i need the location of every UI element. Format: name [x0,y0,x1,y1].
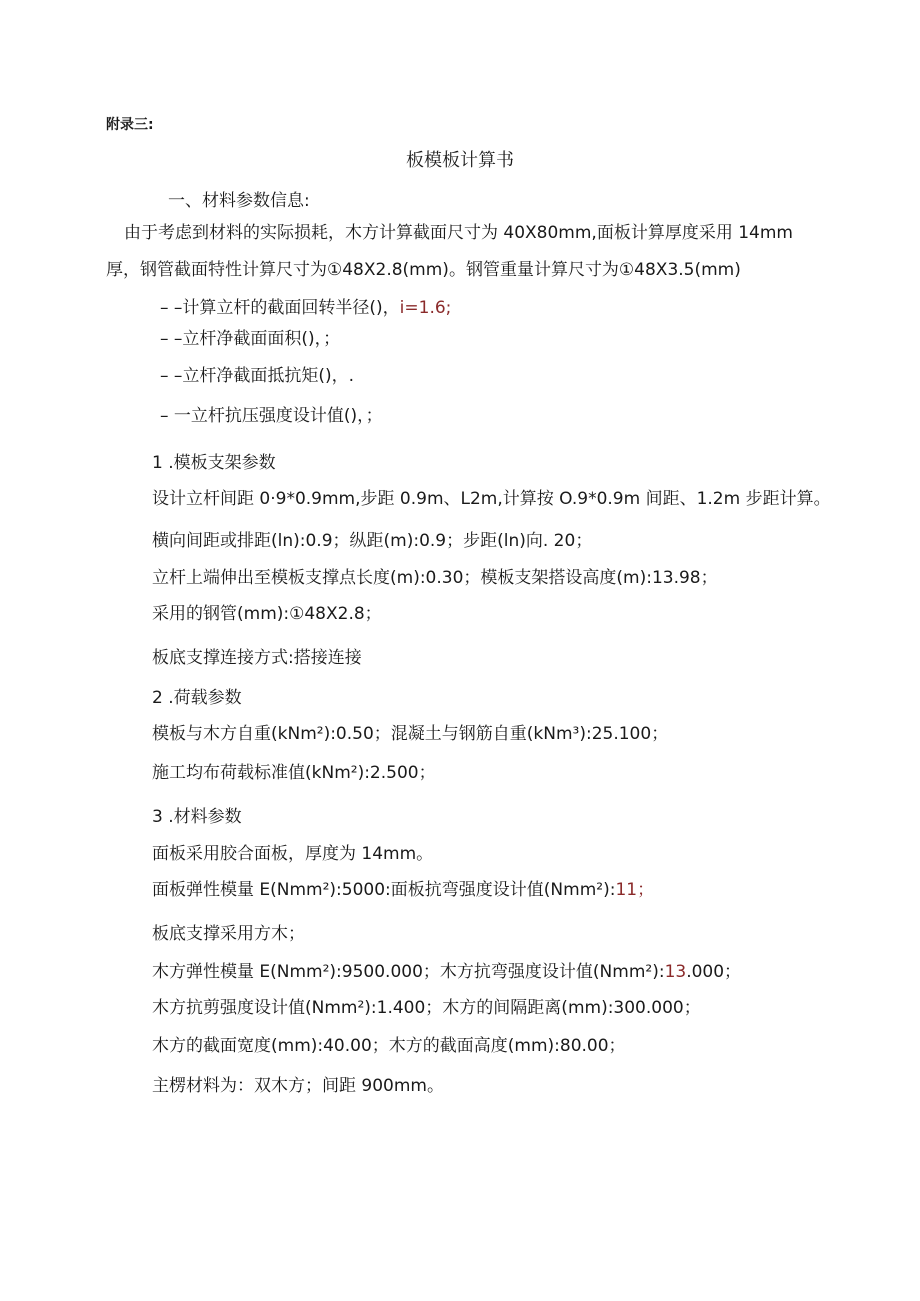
sub3-line-2-main: 面板弹性模量 E(Nmm²):5000:面板抗弯强度设计值(Nmm²): [152,880,616,900]
sub1-line-2: 横向间距或排距(ln):0.9；纵距(m):0.9；步距(ln)向. 20； [152,531,593,551]
sub1-heading: 1 .模板支架参数 [152,453,276,473]
sub3-line-4 [152,961,741,983]
bullet-2: – –立杆净截面面积()，； [160,329,341,349]
sub3-line-5: 木方抗剪强度设计值(Nmm²):1.400；木方的间隔距离(mm):300.000； [152,998,701,1018]
bullet-4: – 一立杆抗压强度设计值()，； [160,406,383,426]
sub3-line-3: 板底支撑采用方木； [152,924,305,944]
appendix-label: 附录三: [106,117,154,133]
sub3-line-2 [152,879,654,901]
sub1-line-4: 采用的钢管(mm):①48X2.8； [152,604,382,624]
bullet-3: – –立杆净截面抵抗矩()，. [160,366,355,386]
sub2-heading: 2 .荷载参数 [152,688,242,708]
sub1-line-3: 立杆上端伸出至模板支撑点长度(m):0.30；模板支架搭设高度(m):13.98； [152,568,718,588]
sub3-line-1: 面板采用胶合面板，厚度为 14mm。 [152,844,434,864]
sub3-line-6: 木方的截面宽度(mm):40.00；木方的截面高度(mm):80.00； [152,1036,626,1056]
intro-line-2: 厚，钢管截面特性计算尺寸为①48X2.8(mm)。钢管重量计算尺寸为①48X3.5(mm) [106,260,741,280]
sub3-line-4-main: 木方弹性模量 E(Nmm²):9500.000；木方抗弯强度设计值(Nmm²): [152,962,665,982]
section1-heading: 一、材料参数信息: [168,191,310,211]
sub1-line-5: 板底支撑连接方式:搭接连接 [152,648,362,668]
sub3-line-7: 主楞材料为：双木方；间距 900mm。 [152,1076,444,1096]
bullet-1-highlight: i=1.6; [399,298,452,318]
bullet-1-text: – –计算立杆的截面回转半径()， [160,298,400,318]
sub3-heading: 3 .材料参数 [152,807,242,827]
bullet-1 [160,297,451,319]
sub1-line-1: 设计立杆间距 0·9*0.9mm,步距 0.9m、L2m,计算按 O.9*0.9m 间距、1.2m 步距计算。 [152,489,831,509]
sub3-line-2-red: 11； [615,880,655,900]
sub3-line-4-tail: .000； [686,962,742,982]
intro-line-1: 由于考虑到材料的实际损耗，木方计算截面尺寸为 40X80mm,面板计算厚度采用 14mm [124,223,793,243]
sub2-line-2: 施工均布荷载标准值(kNm²):2.500； [152,763,436,783]
sub3-line-4-red: 13 [664,962,687,982]
sub2-line-1: 模板与木方自重(kNm²):0.50；混凝土与钢筋自重(kNm³):25.100； [152,724,669,744]
document-title: 板模板计算书 [406,150,514,171]
